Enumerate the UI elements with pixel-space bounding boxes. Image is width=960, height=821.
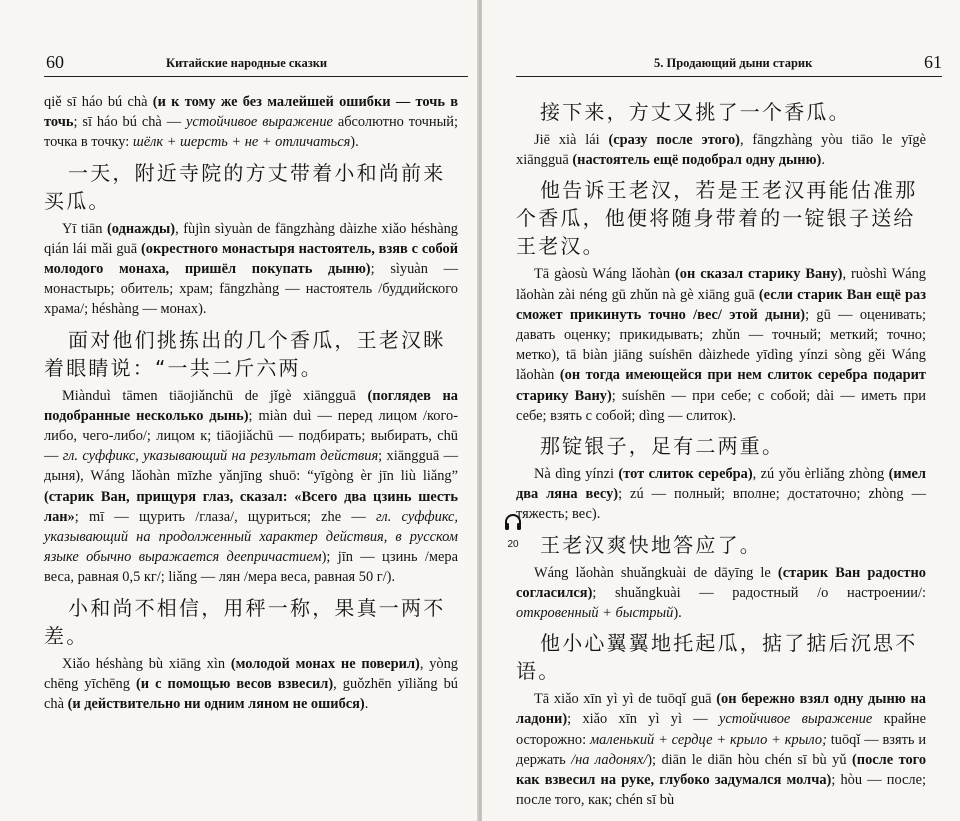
bold-translation: (и к тому же без малейшей ошибки — точь в точь	[44, 94, 458, 131]
italic-note: устойчивое выражение	[186, 114, 333, 131]
gloss-text: Miànduì tāmen tiāojiǎnchū de jǐgè xiāngguā	[62, 387, 368, 404]
gloss-text: ).	[673, 605, 682, 622]
bold-translation: (он сказал старику Вану)	[675, 266, 843, 283]
gloss-text: ; sìyuàn — монастырь; обитель; храм; fāngzhàng — настоятель /буддийского храма/; héshàng — монах).	[44, 261, 458, 318]
left-page-number: 60	[46, 52, 64, 72]
gloss-text: Jiē xià lái	[534, 132, 609, 148]
left-header-rule	[44, 76, 468, 77]
bold-translation: (старик Ван радостно согласился)	[516, 564, 926, 601]
gloss-paragraph	[516, 689, 926, 810]
audio-marker	[502, 512, 524, 550]
gloss-paragraph	[44, 92, 458, 153]
gloss-text: .	[821, 152, 825, 169]
bold-translation: (он бережно взял одну дыню на ладони)	[516, 691, 926, 728]
bold-translation: (настоятель ещё подобрал одну дыню)	[572, 152, 822, 169]
left-page-header	[44, 0, 468, 72]
right-page-header	[516, 0, 942, 72]
gloss-text: ; shuǎngkuài — радостный /о настроении/:	[592, 584, 926, 601]
gloss-paragraph	[516, 563, 926, 624]
bold-translation: (имел два ляна весу)	[516, 466, 926, 503]
chinese-sentence: 接下来，方丈又挑了一个香瓜。	[540, 100, 851, 124]
gloss-text: , guǒzhēn yīliǎng bú chà	[44, 675, 458, 713]
gloss-paragraph	[516, 264, 926, 426]
gloss-text: , zú yǒu èrliǎng zhòng	[752, 466, 889, 483]
gloss-text: ; gū — оценивать; давать оценку; прикидывать; zhǔn — точный; меткий; точно; метко), tā biàn jiāng suíshēn dàizhede yīdìng yínzi sòng gěi Wáng lǎohàn	[516, 306, 927, 384]
italic-note: маленький + сердце + крыло + крыло;	[590, 731, 827, 748]
gloss-text: Xiǎo héshàng bù xiāng xìn	[62, 655, 231, 672]
gloss-text: , yòng chēng yīchēng	[44, 655, 458, 692]
gloss-text: ).	[350, 134, 359, 151]
audio-track-number: 20	[507, 539, 519, 550]
gloss-text: Tā gàosù Wáng lǎohàn	[534, 266, 675, 283]
right-page-body	[516, 92, 926, 814]
gloss-text: Nà dìng yínzi	[534, 466, 619, 483]
bold-translation: (после того как взвесил на руке, глубоко задумался молча)	[516, 751, 927, 789]
headphones-icon	[503, 512, 523, 532]
right-page-number: 61	[924, 52, 942, 72]
chinese-sentence: 王老汉爽快地答应了。	[540, 532, 762, 557]
gloss-text: ; miàn duì — перед лицом /кого-либо, чего-либо/; лицом к; tiāojiǎchū — подбирать; выбирать, chū —	[44, 407, 458, 465]
gloss-text: ; hòu — после; после того, как; chén sī bù	[516, 772, 926, 809]
bold-translation: (и с помощью весов взвесил)	[136, 675, 334, 692]
gloss-text: Wáng lǎohàn shuǎngkuài de dāyīng le	[534, 564, 778, 581]
bold-translation: (старик Ван, прищуря глаз, сказал: «Всего два цзинь шесть лан»	[44, 488, 458, 525]
gloss-paragraph	[44, 219, 458, 320]
gloss-paragraph	[516, 130, 926, 170]
gloss-text: , fùjìn sìyuàn de fāngzhàng dàizhe xiǎo héshàng qián lái mǎi guā	[44, 220, 459, 257]
bold-translation: (молодой монах не поверил)	[230, 655, 420, 672]
gloss-text: ; sī háo bú chà —	[73, 114, 187, 131]
gloss-text: ; suíshēn — при себе; с собой; dài — иметь при себе; взять с собой; dìng — слиток).	[516, 387, 927, 424]
gloss-paragraph	[516, 464, 926, 525]
chinese-sentence: 小和尚不相信，用秤一称，果真一两不差。	[44, 595, 446, 648]
gloss-text: ; zú — полный; вполне; достаточно; zhòng — тяжесть; вес).	[516, 486, 926, 523]
gloss-text: , fāngzhàng yòu tiāo le yīgè xiāngguā	[516, 132, 926, 169]
italic-note: гл. суффикс, указывающий на результат действия	[62, 448, 379, 465]
bold-translation: (окрестного монастыря настоятель, взяв с собой молодого монаха, пришёл покупать дыню)	[44, 240, 458, 278]
gloss-text: ; mī — щурить /глаза/, щуриться; zhe —	[74, 508, 376, 525]
gloss-text: qiě sī háo bú chà	[44, 94, 153, 110]
gloss-text: Yī tiān	[62, 220, 107, 237]
gloss-text: ; xiǎo xīn yì yì —	[567, 711, 720, 728]
chinese-sentence: 面对他们挑拣出的几个香瓜，王老汉眯着眼睛说：“一共二斤六两。	[44, 327, 446, 380]
chinese-sentence: 他告诉王老汉，若是王老汉再能估准那个香瓜，他便将随身带着的一锭银子送给王老汉。	[516, 178, 918, 259]
gloss-paragraph	[44, 654, 458, 715]
gloss-text: tuōqǐ — взять и держать	[516, 731, 927, 768]
bold-translation: (если старик Ван ещё раз сможет прикинуть точно /вес/ этой дыни)	[516, 286, 927, 323]
italic-note: устойчивое выражение	[719, 711, 873, 728]
right-header-rule	[516, 76, 942, 77]
chinese-sentence: 一天，附近寺院的方丈带着小和尚前来买瓜。	[44, 160, 446, 213]
gloss-text: .	[364, 696, 369, 713]
left-page-body	[44, 92, 458, 718]
gloss-text: Tā xiǎo xīn yì yì de tuōqǐ guā	[534, 691, 717, 708]
gloss-text: абсолютно точный; точка в точку:	[44, 114, 458, 151]
italic-note: шёлк + шерсть + не + отличаться	[132, 134, 351, 151]
gloss-text: крайне осторожно:	[516, 711, 927, 748]
gloss-text: ); diān le diān hòu chén sī bù yǔ	[647, 751, 853, 768]
bold-translation: (он тогда имеющейся при нем слиток серебра подарит старику Вану)	[516, 367, 926, 404]
bold-translation: (однажды)	[107, 220, 176, 237]
bold-translation: (тот слиток серебра)	[618, 466, 753, 483]
gloss-text: ; xiāngguā — дыня), Wáng lǎohàn mīzhe yǎnjīng shuō: “yīgòng èr jīn liù liǎng”	[44, 448, 458, 485]
right-running-title: 5. Продающий дыни старик	[654, 56, 813, 70]
bold-translation: (сразу после этого)	[608, 132, 740, 148]
gloss-paragraph	[44, 386, 458, 588]
left-running-title: Китайские народные сказки	[166, 56, 328, 70]
bold-translation: (поглядев на подобранные несколько дынь)	[44, 387, 459, 424]
italic-note: /на ладонях/	[571, 751, 648, 768]
chinese-sentence: 那锭银子，足有二两重。	[540, 434, 785, 459]
bold-translation: (и действительно ни одним ляном не ошибся)	[67, 696, 365, 713]
italic-note: гл. суффикс, указывающий на продолженный характер действия, в русском языке обычно выражается деепричастием	[44, 508, 458, 566]
gloss-text: ); jīn — цзинь /мера веса, равная 0,5 кг/; liǎng — лян /мера веса, равная 50 г/).	[44, 549, 459, 586]
chinese-sentence: 他小心翼翼地托起瓜，掂了掂后沉思不语。	[516, 631, 918, 684]
italic-note: откровенный + быстрый	[516, 605, 674, 622]
gloss-text: , ruòshì Wáng lǎohàn zài néng gū zhǔn nà gè xiāng guā	[516, 266, 927, 303]
